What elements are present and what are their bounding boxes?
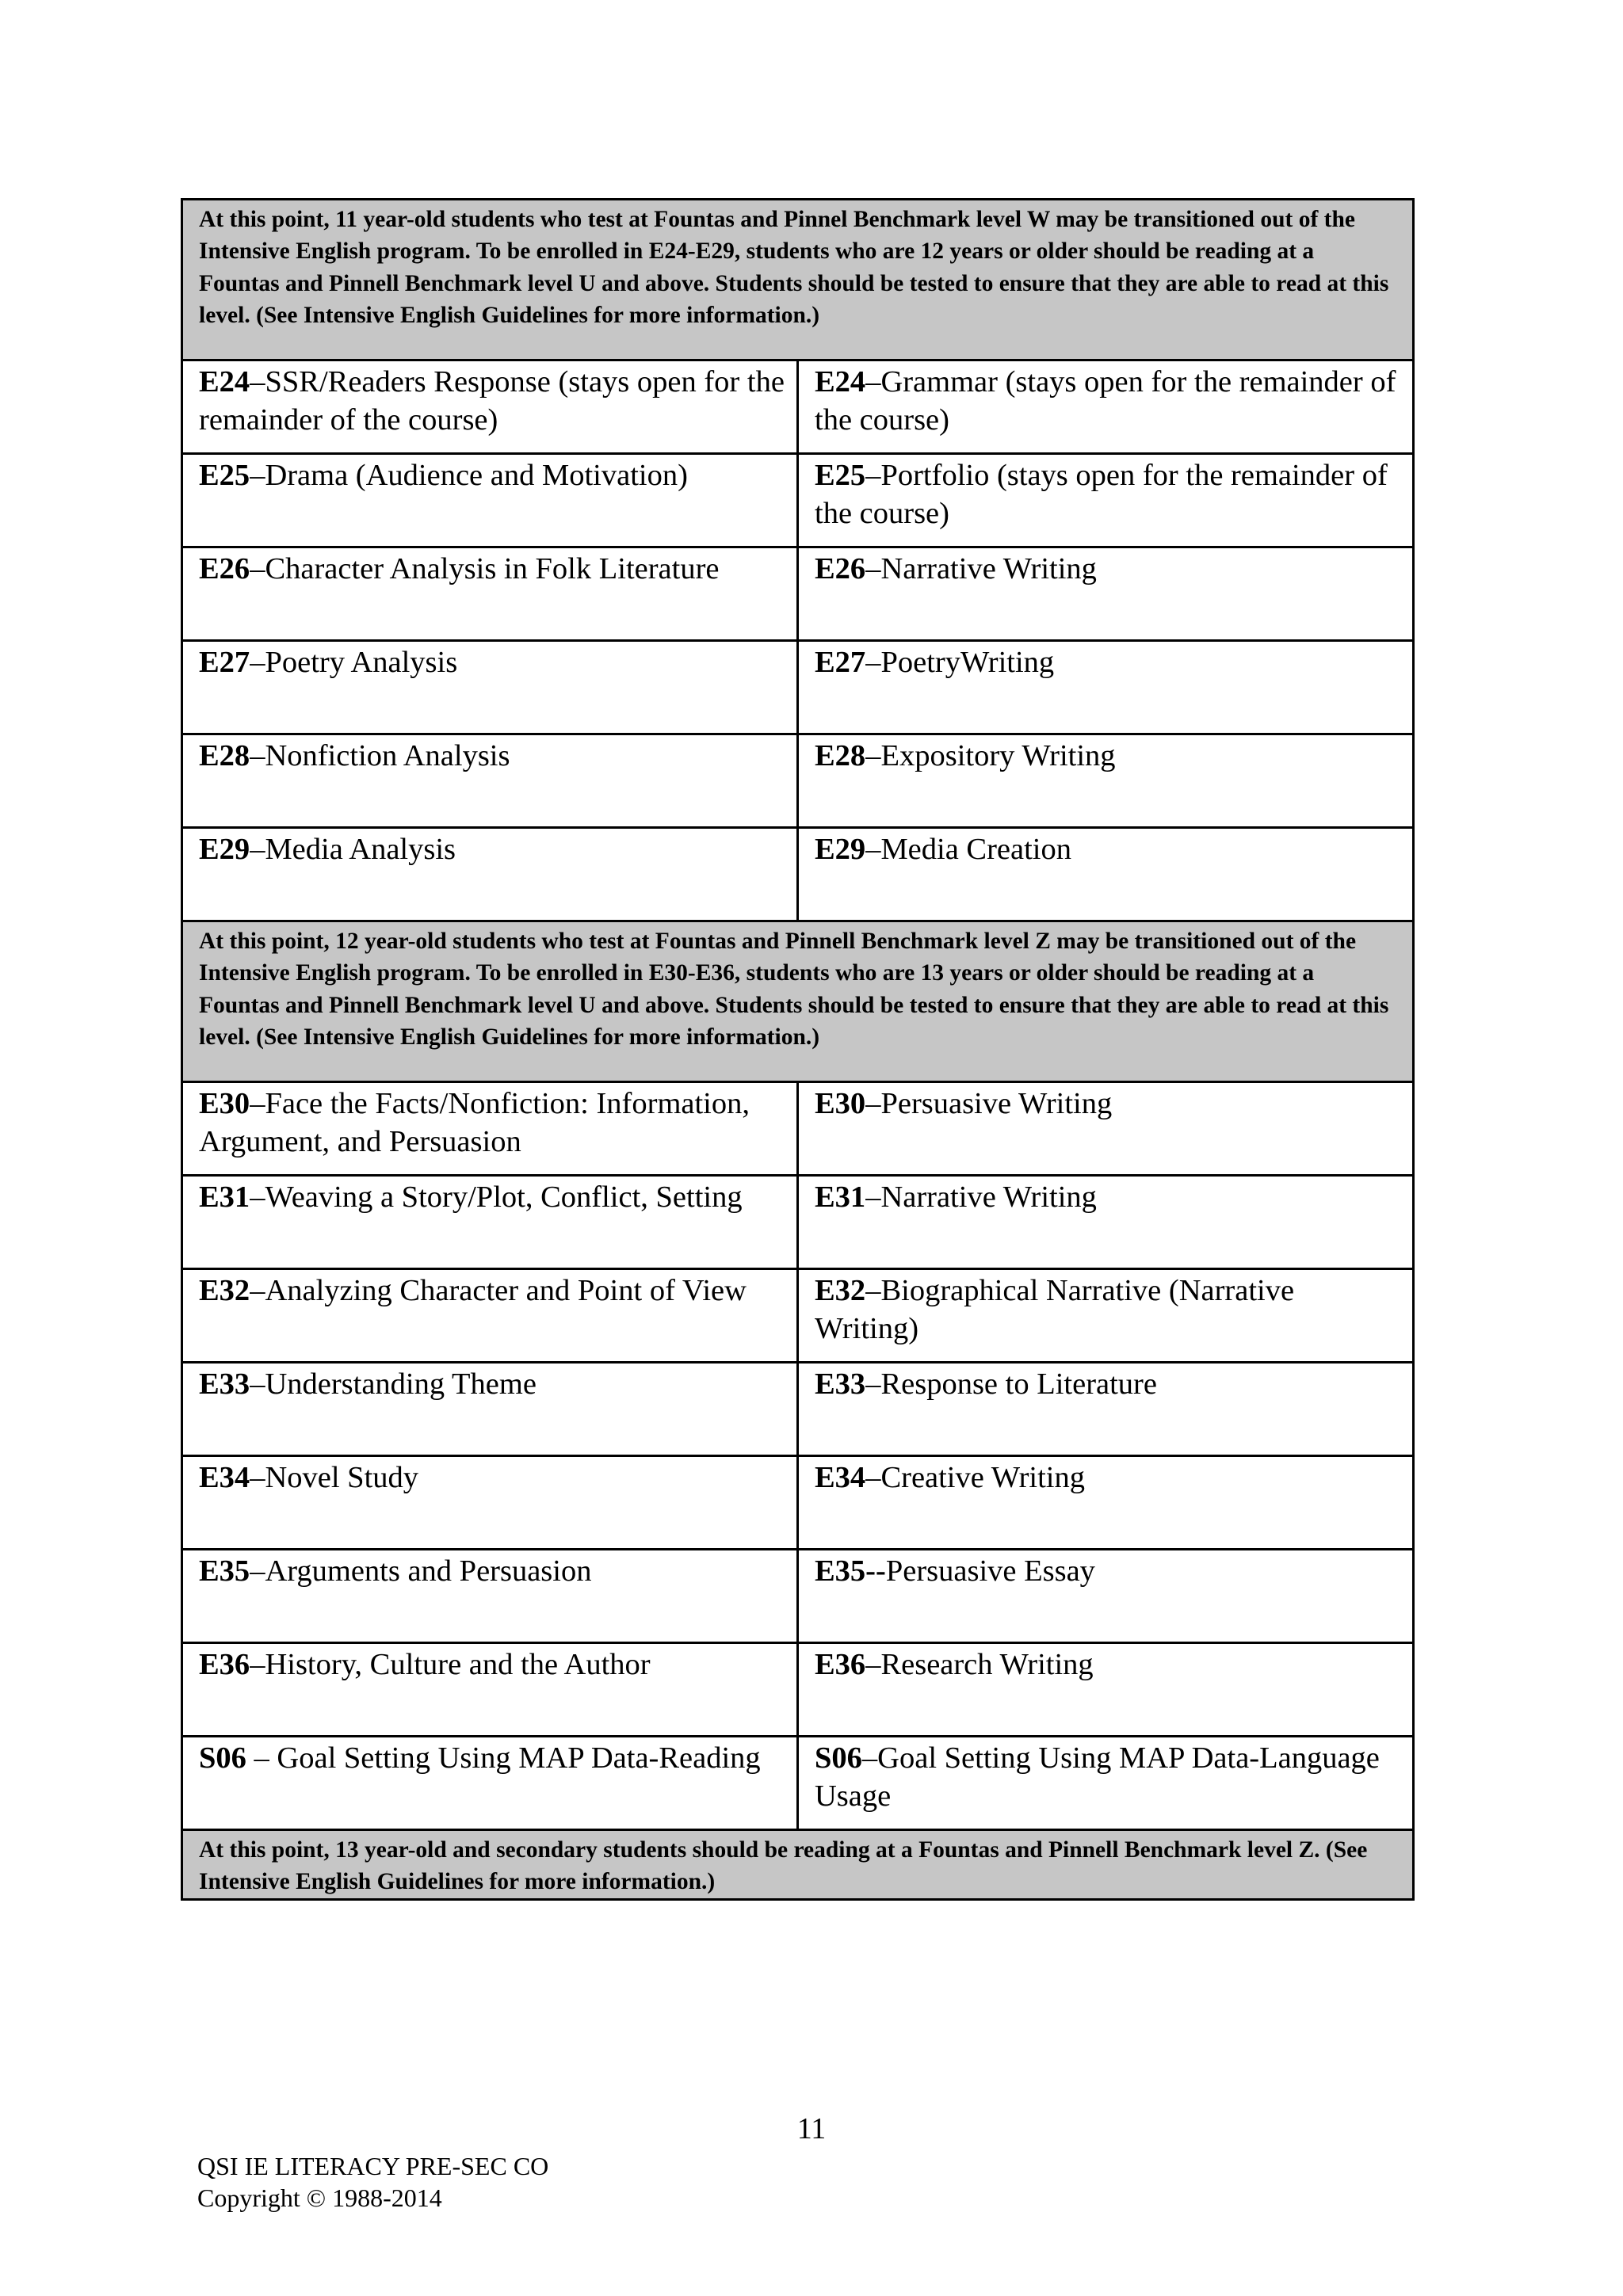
writing-course-cell xyxy=(798,1082,1414,1176)
course-entry xyxy=(183,455,796,494)
writing-course-cell xyxy=(798,1550,1414,1643)
course-title: –Media Analysis xyxy=(250,833,456,866)
transition-note-2: At this point, 12 year-old students who test at Fountas and Pinnell Benchmark level Z may be transitioned out of the Intensive English program. To be enrolled in E30-E36, students who are 13 years or older should be reading at a Fountas and Pinnell Benchmark level U and above. Students should be tested to ensure that they are able to read at this level. (See Intensive English Guidelines for more information.) xyxy=(199,929,1389,1050)
note-row xyxy=(182,1830,1414,1900)
course-entry xyxy=(183,642,796,681)
course-entry xyxy=(799,642,1412,681)
course-entry xyxy=(799,1177,1412,1216)
course-title: –Goal Setting Using MAP Data-Language Usage xyxy=(815,1741,1380,1813)
course-title: –History, Culture and the Author xyxy=(250,1648,651,1681)
note-row xyxy=(182,921,1414,1082)
course-entry xyxy=(183,1737,796,1777)
course-entry xyxy=(183,1644,796,1684)
course-row xyxy=(182,1550,1414,1643)
page-number: 11 xyxy=(796,2112,827,2145)
reading-course-cell xyxy=(182,1550,798,1643)
course-code: E27 xyxy=(815,646,866,679)
note-cell xyxy=(182,921,1414,1082)
course-code: E33 xyxy=(815,1367,866,1401)
transition-note-1: At this point, 11 year-old students who test at Fountas and Pinnel Benchmark level W may be transitioned out of the Intensive English program. To be enrolled in E24-E29, students who are 12 years or older should be reading at a Fountas and Pinnell Benchmark level U and above. Students should be tested to ensure that they are able to read at this level. (See Intensive English Guidelines for more information.) xyxy=(199,207,1389,328)
course-row xyxy=(182,1643,1414,1737)
writing-course-cell xyxy=(798,828,1414,921)
course-title: –PoetryWriting xyxy=(865,646,1055,679)
course-title: – Goal Setting Using MAP Data-Reading xyxy=(246,1741,761,1775)
reading-course-cell xyxy=(182,1737,798,1830)
course-code: E36 xyxy=(815,1648,866,1681)
course-entry xyxy=(183,1363,796,1403)
course-row xyxy=(182,828,1414,921)
course-row xyxy=(182,1176,1414,1269)
course-code: E33 xyxy=(199,1367,250,1401)
course-entry xyxy=(183,1083,796,1161)
note-row xyxy=(182,200,1414,360)
course-code: E34 xyxy=(199,1461,250,1494)
writing-course-cell xyxy=(798,1269,1414,1363)
course-title: –Drama (Audience and Motivation) xyxy=(250,459,688,492)
course-code: E32 xyxy=(815,1274,866,1307)
course-title: –Novel Study xyxy=(250,1461,419,1494)
course-code: E27 xyxy=(199,646,250,679)
course-entry xyxy=(799,455,1412,532)
course-row xyxy=(182,1737,1414,1830)
course-title: –Narrative Writing xyxy=(865,552,1097,585)
writing-course-cell xyxy=(798,1176,1414,1269)
course-title: –Response to Literature xyxy=(865,1367,1157,1401)
course-entry xyxy=(799,1644,1412,1684)
course-title: –Analyzing Character and Point of View xyxy=(250,1274,747,1307)
course-title: –Arguments and Persuasion xyxy=(250,1554,592,1588)
course-code: S06 xyxy=(199,1741,246,1775)
footer-document-code: QSI IE LITERACY PRE-SEC CO xyxy=(197,2152,549,2180)
course-entry xyxy=(799,1270,1412,1348)
page-footer xyxy=(197,2150,548,2214)
reading-course-cell xyxy=(182,1269,798,1363)
footer-copyright: Copyright © 1988-2014 xyxy=(197,2183,442,2212)
course-row xyxy=(182,1363,1414,1456)
course-code: E30 xyxy=(199,1087,250,1120)
course-entry xyxy=(799,1737,1412,1815)
course-title: –Nonfiction Analysis xyxy=(250,739,510,772)
course-title: –Expository Writing xyxy=(865,739,1116,772)
course-row xyxy=(182,1082,1414,1176)
course-entry xyxy=(799,1363,1412,1403)
reading-course-cell xyxy=(182,454,798,547)
course-row xyxy=(182,641,1414,734)
writing-course-cell xyxy=(798,454,1414,547)
course-code: E31 xyxy=(815,1180,866,1214)
course-code: E29 xyxy=(815,833,866,866)
reading-course-cell xyxy=(182,1176,798,1269)
reading-course-cell xyxy=(182,1363,798,1456)
reading-course-cell xyxy=(182,1082,798,1176)
course-code: E30 xyxy=(815,1087,866,1120)
writing-course-cell xyxy=(798,360,1414,454)
course-title: –Biographical Narrative (Narrative Writing) xyxy=(815,1274,1295,1345)
course-code: E28 xyxy=(199,739,250,772)
course-entry xyxy=(183,1457,796,1497)
course-code: E32 xyxy=(199,1274,250,1307)
reading-course-cell xyxy=(182,1643,798,1737)
course-title: –Creative Writing xyxy=(865,1461,1085,1494)
reading-course-cell xyxy=(182,1456,798,1550)
course-code: E29 xyxy=(199,833,250,866)
course-row xyxy=(182,1269,1414,1363)
course-title: –Weaving a Story/Plot, Conflict, Setting xyxy=(250,1180,743,1214)
course-title: –Media Creation xyxy=(865,833,1071,866)
course-entry xyxy=(183,1550,796,1590)
transition-note-3: At this point, 13 year-old and secondary students should be reading at a Fountas and Pinnell Benchmark level Z. (See Intensive English Guidelines for more information.) xyxy=(199,1837,1368,1895)
course-entry xyxy=(799,829,1412,868)
writing-course-cell xyxy=(798,1643,1414,1737)
course-group-e30-s06 xyxy=(182,1082,1414,1830)
course-entry xyxy=(183,1177,796,1216)
course-code: E36 xyxy=(199,1648,250,1681)
reading-course-cell xyxy=(182,734,798,828)
reading-course-cell xyxy=(182,360,798,454)
note-cell xyxy=(182,200,1414,360)
course-code: E24 xyxy=(199,365,250,399)
course-title: –Portfolio (stays open for the remainder of the course) xyxy=(815,459,1388,530)
course-title: –Face the Facts/Nonfiction: Information, Argument, and Persuasion xyxy=(199,1087,750,1158)
course-entry xyxy=(183,1270,796,1310)
course-code: E31 xyxy=(199,1180,250,1214)
course-code: E25 xyxy=(199,459,250,492)
course-row xyxy=(182,547,1414,641)
course-title: –SSR/Readers Response (stays open for the remainder of the course) xyxy=(199,365,785,437)
course-code: E26 xyxy=(815,552,866,585)
course-entry xyxy=(183,548,796,588)
course-title: –Understanding Theme xyxy=(250,1367,537,1401)
course-entry xyxy=(799,1457,1412,1497)
writing-course-cell xyxy=(798,734,1414,828)
course-entry xyxy=(799,1083,1412,1123)
course-code: E35-- xyxy=(815,1554,886,1588)
course-title: –Grammar (stays open for the remainder of the course) xyxy=(815,365,1396,437)
reading-course-cell xyxy=(182,547,798,641)
course-title: –Character Analysis in Folk Literature xyxy=(250,552,720,585)
course-entry xyxy=(183,735,796,775)
course-entry xyxy=(183,829,796,868)
writing-course-cell xyxy=(798,1456,1414,1550)
course-title: –Research Writing xyxy=(865,1648,1094,1681)
course-group-e24-e29 xyxy=(182,360,1414,921)
course-entry xyxy=(183,361,796,439)
course-row xyxy=(182,454,1414,547)
course-title: –Narrative Writing xyxy=(865,1180,1097,1214)
course-code: E26 xyxy=(199,552,250,585)
course-sequence-table xyxy=(181,198,1415,1901)
course-entry xyxy=(799,735,1412,775)
course-row xyxy=(182,360,1414,454)
course-code: S06 xyxy=(815,1741,862,1775)
course-entry xyxy=(799,1550,1412,1590)
course-code: E28 xyxy=(815,739,866,772)
course-title: –Poetry Analysis xyxy=(250,646,458,679)
reading-course-cell xyxy=(182,828,798,921)
course-code: E35 xyxy=(199,1554,250,1588)
course-code: E25 xyxy=(815,459,866,492)
course-row xyxy=(182,1456,1414,1550)
course-entry xyxy=(799,548,1412,588)
reading-course-cell xyxy=(182,641,798,734)
writing-course-cell xyxy=(798,547,1414,641)
note-cell xyxy=(182,1830,1414,1900)
course-entry xyxy=(799,361,1412,439)
course-title: Persuasive Essay xyxy=(885,1554,1095,1588)
course-code: E24 xyxy=(815,365,866,399)
writing-course-cell xyxy=(798,1363,1414,1456)
course-row xyxy=(182,734,1414,828)
course-code: E34 xyxy=(815,1461,866,1494)
writing-course-cell xyxy=(798,1737,1414,1830)
writing-course-cell xyxy=(798,641,1414,734)
course-title: –Persuasive Writing xyxy=(865,1087,1113,1120)
